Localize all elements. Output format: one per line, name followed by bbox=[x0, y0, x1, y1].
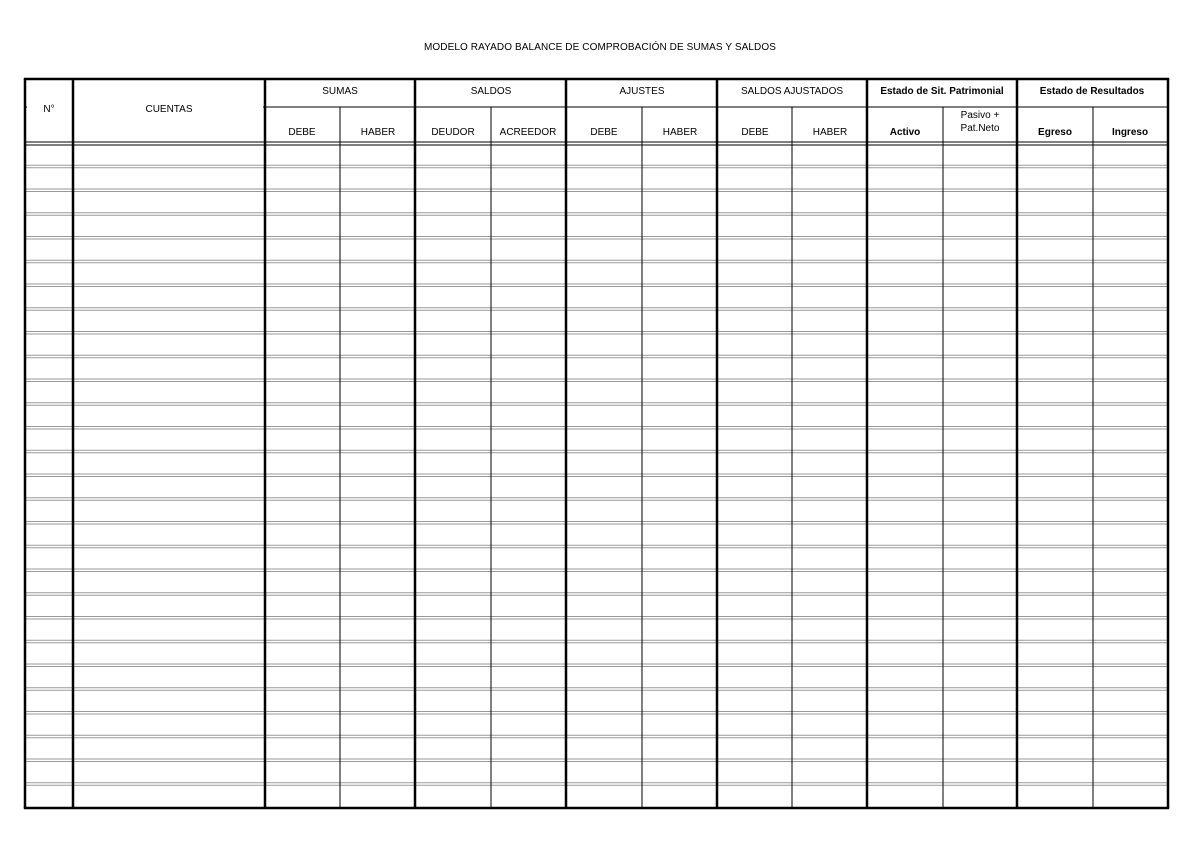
group-ajustes: AJUSTES bbox=[619, 86, 665, 97]
header-no: N° bbox=[43, 104, 55, 115]
subheader-saldos-ajustados-haber: HABER bbox=[812, 127, 848, 138]
subheader-egreso: Egreso bbox=[1038, 127, 1072, 138]
group-saldos-ajustados: SALDOS AJUSTADOS bbox=[740, 86, 844, 97]
subheader-ajustes-debe: DEBE bbox=[590, 127, 618, 138]
subheader-saldos-ajustados-debe: DEBE bbox=[741, 127, 769, 138]
subheader-ingreso: Ingreso bbox=[1111, 127, 1149, 138]
subheader-saldos-deudor: DEUDOR bbox=[431, 127, 475, 138]
subheader-activo: Activo bbox=[889, 127, 921, 138]
subheader-sumas-debe: DEBE bbox=[288, 127, 316, 138]
header-cuentas: CUENTAS bbox=[145, 104, 193, 115]
group-saldos: SALDOS bbox=[470, 86, 512, 97]
subheader-ajustes-haber: HABER bbox=[662, 127, 698, 138]
group-estado-sit-patrimonial: Estado de Sit. Patrimonial bbox=[880, 86, 1004, 97]
group-sumas: SUMAS bbox=[322, 86, 358, 97]
subheader-pat-neto: Pat.Neto bbox=[960, 123, 1000, 134]
subheader-sumas-haber: HABER bbox=[360, 127, 396, 138]
group-estado-resultados: Estado de Resultados bbox=[1039, 86, 1145, 97]
document-title: MODELO RAYADO BALANCE DE COMPROBACIÓN DE SUMAS Y SALDOS bbox=[423, 42, 777, 53]
ledger-grid-lines bbox=[24, 79, 1169, 808]
subheader-saldos-acreedor: ACREEDOR bbox=[499, 127, 557, 138]
subheader-pasivo: Pasivo + bbox=[960, 110, 1000, 121]
ledger-row-lines bbox=[25, 165, 1168, 785]
